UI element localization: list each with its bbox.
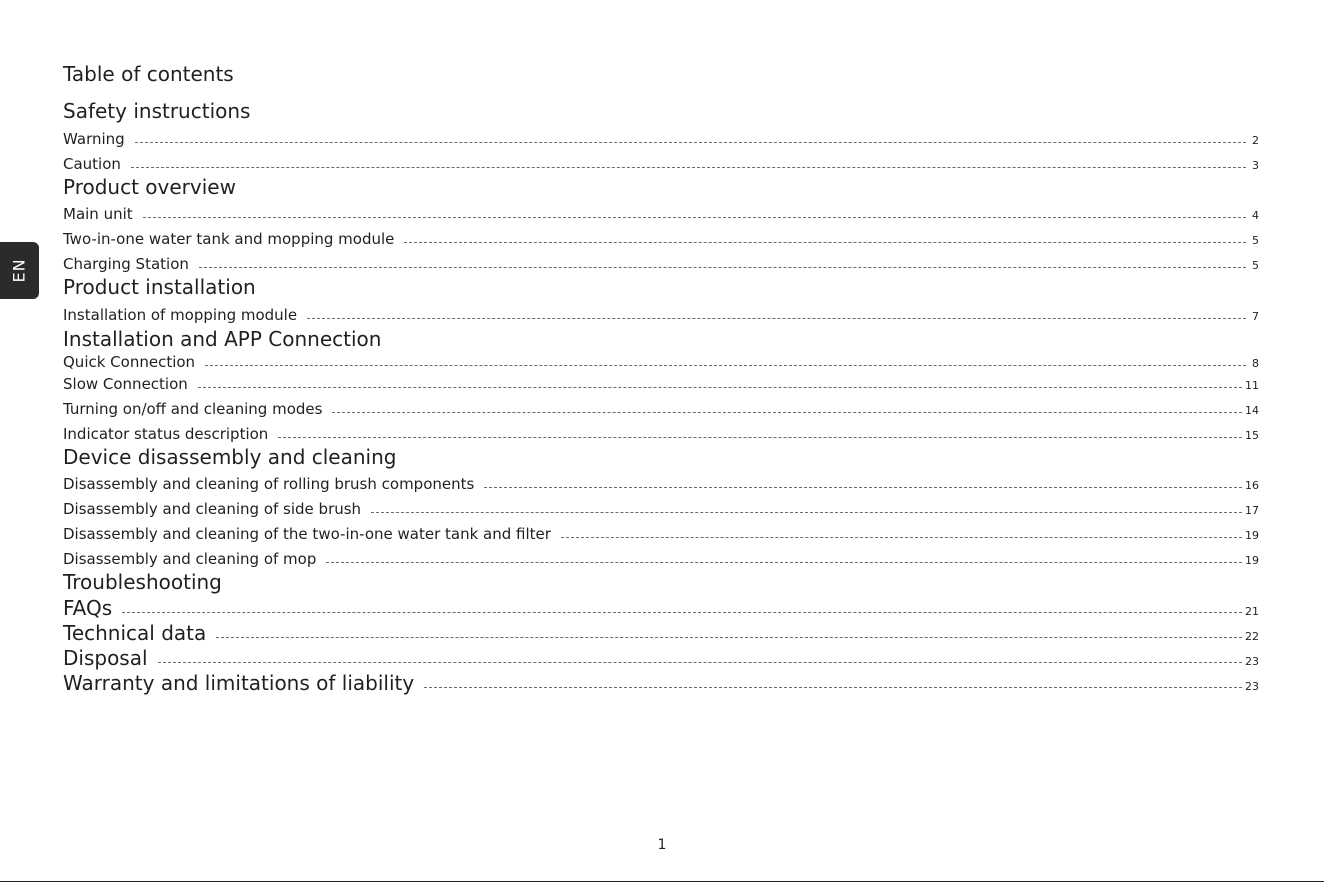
toc-entry-label: Disassembly and cleaning of rolling brush components	[63, 475, 475, 493]
dotted-leader	[307, 318, 1246, 319]
toc-entry-page: 21	[1245, 605, 1259, 618]
toc-entry-label: Quick Connection	[63, 353, 196, 371]
toc-entry-water-tank-filter[interactable]	[63, 524, 1259, 544]
toc-entry-page: 23	[1245, 655, 1259, 668]
toc-entry-disposal[interactable]	[63, 645, 1259, 671]
section-heading-product-installation: Product installation	[63, 275, 256, 299]
toc-entry-label: Disassembly and cleaning of side brush	[63, 500, 362, 518]
toc-entry-label: Slow Connection	[63, 375, 188, 393]
language-tab-label: EN	[9, 258, 29, 283]
toc-entry-label: Main unit	[63, 205, 133, 223]
toc-entry-water-tank[interactable]	[63, 229, 1259, 249]
toc-entry-label: Warranty and limitations of liability	[63, 671, 415, 695]
dotted-leader	[198, 387, 1242, 388]
dotted-leader	[561, 537, 1242, 538]
section-heading-safety: Safety instructions	[63, 99, 251, 123]
toc-entry-faqs[interactable]	[63, 595, 1259, 621]
toc-entry-label: Charging Station	[63, 255, 189, 273]
toc-entry-indicator-status[interactable]	[63, 424, 1259, 444]
toc-entry-page: 3	[1252, 159, 1259, 172]
toc-entry-page: 22	[1245, 630, 1259, 643]
dotted-leader	[371, 512, 1242, 513]
toc-entry-page: 19	[1245, 529, 1259, 542]
language-tab	[0, 242, 39, 299]
toc-entry-side-brush[interactable]	[63, 499, 1259, 519]
section-heading-product-overview: Product overview	[63, 175, 236, 199]
toc-entry-page: 15	[1245, 429, 1259, 442]
toc-entry-page: 4	[1252, 209, 1259, 222]
toc-entry-label: Technical data	[63, 621, 207, 645]
toc-entry-rolling-brush[interactable]	[63, 474, 1259, 494]
toc-entry-slow-connection[interactable]	[63, 374, 1259, 394]
toc-entry-page: 16	[1245, 479, 1259, 492]
dotted-leader	[278, 437, 1242, 438]
toc-entry-label: Disassembly and cleaning of the two-in-one water tank and filter	[63, 525, 551, 543]
toc-entry-label: Two-in-one water tank and mopping module	[63, 230, 395, 248]
toc-entry-page: 8	[1252, 357, 1259, 370]
toc-entry-cleaning-modes[interactable]	[63, 399, 1259, 419]
bottom-rule	[0, 881, 1324, 882]
toc-entry-page: 5	[1252, 259, 1259, 272]
dotted-leader	[122, 612, 1242, 613]
toc-entry-page: 7	[1252, 310, 1259, 323]
dotted-leader	[143, 217, 1246, 218]
toc-entry-page: 23	[1245, 680, 1259, 693]
section-heading-app-connection: Installation and APP Connection	[63, 327, 382, 351]
section-heading-disassembly: Device disassembly and cleaning	[63, 445, 397, 469]
toc-entry-page: 11	[1245, 379, 1259, 392]
toc-entry-label: Installation of mopping module	[63, 306, 298, 324]
dotted-leader	[216, 637, 1242, 638]
toc-entry-page: 17	[1245, 504, 1259, 517]
dotted-leader	[332, 412, 1242, 413]
toc-title: Table of contents	[63, 62, 234, 86]
dotted-leader	[484, 487, 1242, 488]
toc-entry-label: Caution	[63, 155, 121, 173]
toc-entry-label: Indicator status description	[63, 425, 269, 443]
dotted-leader	[326, 562, 1242, 563]
dotted-leader	[135, 142, 1246, 143]
toc-entry-label: Disassembly and cleaning of mop	[63, 550, 317, 568]
toc-entry-main-unit[interactable]	[63, 204, 1259, 224]
toc-entry-quick-connection[interactable]	[63, 352, 1259, 372]
toc-entry-label: Warning	[63, 130, 125, 148]
dotted-leader	[199, 267, 1246, 268]
dotted-leader	[131, 167, 1246, 168]
toc-entry-technical-data[interactable]	[63, 620, 1259, 646]
dotted-leader	[158, 662, 1242, 663]
toc-entry-mop[interactable]	[63, 549, 1259, 569]
section-heading-troubleshooting: Troubleshooting	[63, 570, 222, 594]
toc-entry-label: Disposal	[63, 646, 148, 670]
toc-entry-label: Turning on/off and cleaning modes	[63, 400, 323, 418]
toc-entry-page: 5	[1252, 234, 1259, 247]
toc-entry-mopping-module[interactable]	[63, 305, 1259, 325]
toc-entry-label: FAQs	[63, 596, 113, 620]
toc-entry-warranty[interactable]	[63, 670, 1259, 696]
dotted-leader	[205, 365, 1246, 366]
toc-entry-page: 19	[1245, 554, 1259, 567]
toc-entry-caution[interactable]	[63, 154, 1259, 174]
page-number: 1	[657, 837, 667, 853]
dotted-leader	[424, 687, 1242, 688]
toc-entry-charging-station[interactable]	[63, 254, 1259, 274]
dotted-leader	[404, 242, 1246, 243]
toc-entry-warning[interactable]	[63, 129, 1259, 149]
toc-entry-page: 14	[1245, 404, 1259, 417]
toc-entry-page: 2	[1252, 134, 1259, 147]
